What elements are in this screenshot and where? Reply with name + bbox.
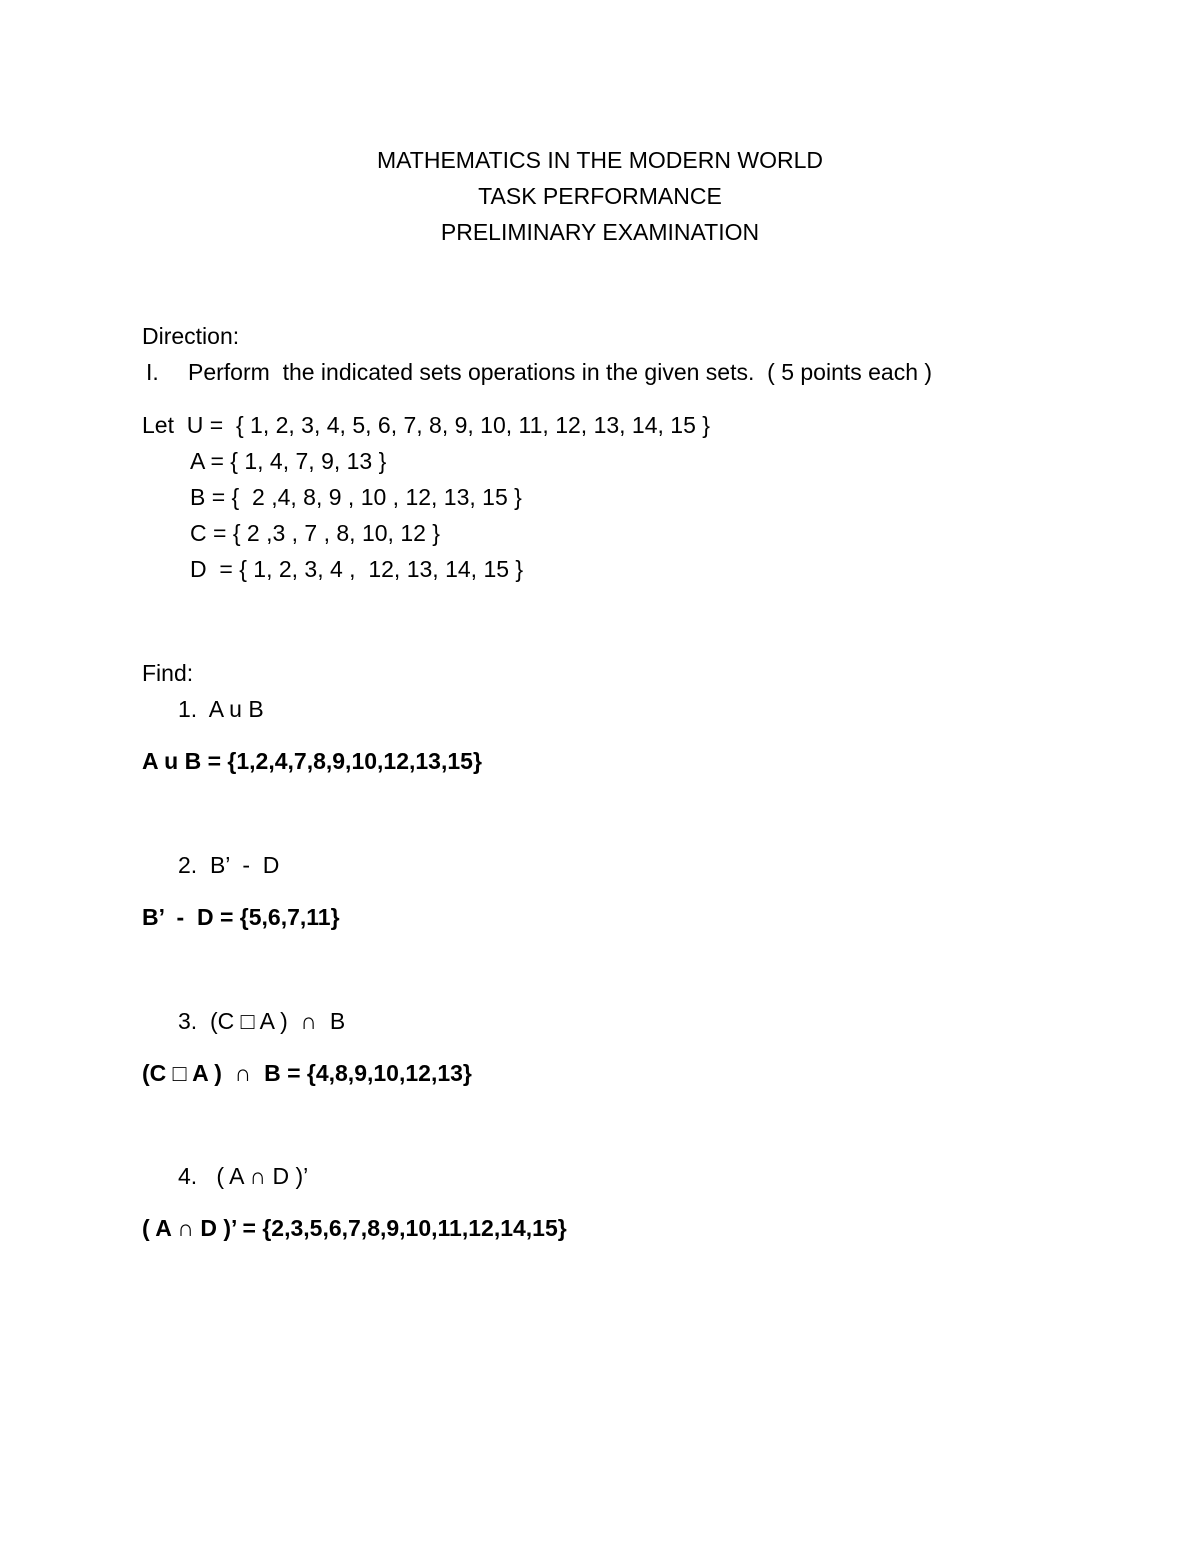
problem-4-question: 4. ( A ∩ D )’ bbox=[178, 1163, 309, 1189]
direction-item-text: Perform the indicated sets operations in the given sets. ( 5 points each ) bbox=[188, 359, 933, 385]
problem-1-question: 1. A u B bbox=[178, 696, 264, 722]
direction-item-number: I. bbox=[146, 359, 159, 385]
problem-2-question: 2. B’ - D bbox=[178, 852, 280, 878]
problem-4-answer: ( A ∩ D )’ = {2,3,5,6,7,8,9,10,11,12,14,15} bbox=[142, 1215, 567, 1241]
find-label: Find: bbox=[142, 660, 194, 686]
title-exam: PRELIMINARY EXAMINATION bbox=[440, 219, 760, 245]
problem-2-answer: B’ - D = {5,6,7,11} bbox=[142, 904, 340, 930]
title-course: MATHEMATICS IN THE MODERN WORLD bbox=[377, 147, 823, 173]
set-c: C = { 2 ,3 , 7 , 8, 10, 12 } bbox=[190, 520, 440, 546]
direction-label: Direction: bbox=[142, 323, 240, 349]
title-task: TASK PERFORMANCE bbox=[478, 183, 722, 209]
set-a: A = { 1, 4, 7, 9, 13 } bbox=[190, 448, 387, 474]
problem-3-answer: (C □ A ) ∩ B = {4,8,9,10,12,13} bbox=[142, 1060, 472, 1086]
set-b: B = { 2 ,4, 8, 9 , 10 , 12, 13, 15 } bbox=[190, 484, 522, 510]
set-u: Let U = { 1, 2, 3, 4, 5, 6, 7, 8, 9, 10, 11, 12, 13, 14, 15 } bbox=[142, 412, 710, 438]
problem-3-question: 3. (C □ A ) ∩ B bbox=[178, 1008, 346, 1034]
set-d: D = { 1, 2, 3, 4 , 12, 13, 14, 15 } bbox=[190, 556, 524, 582]
problem-1-answer: A u B = {1,2,4,7,8,9,10,12,13,15} bbox=[142, 748, 482, 774]
